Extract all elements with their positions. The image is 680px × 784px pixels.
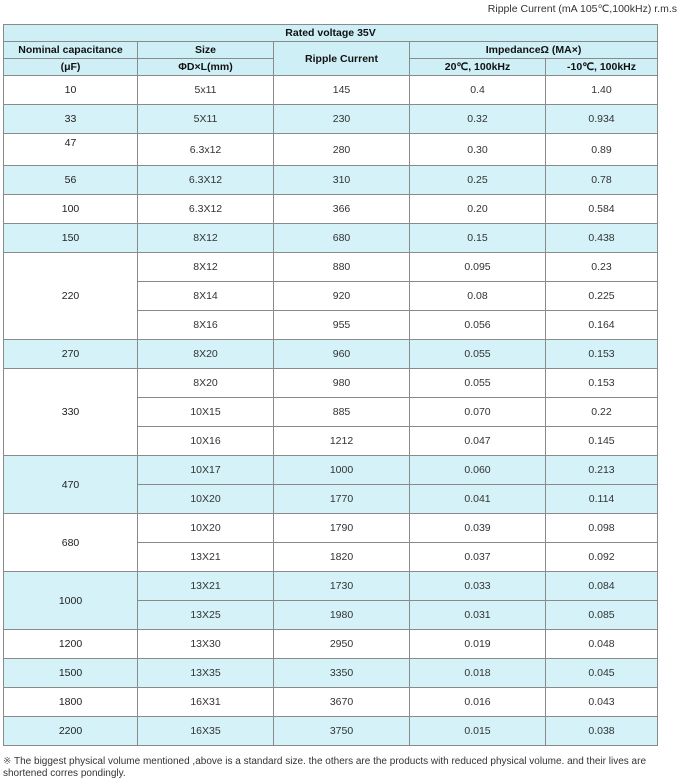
impedance-20c-cell: 0.019 [410,630,546,659]
impedance-minus10c-cell: 0.098 [546,514,658,543]
capacitance-cell: 33 [4,105,138,134]
size-cell: 8X12 [138,253,274,282]
size-cell: 10X16 [138,427,274,456]
ripple-cell: 920 [274,282,410,311]
size-cell: 5X11 [138,105,274,134]
ripple-cell: 145 [274,76,410,105]
ripple-cell: 980 [274,369,410,398]
impedance-header: ImpedanceΩ (MA×) [410,42,658,59]
ripple-cell: 1730 [274,572,410,601]
table-row [4,340,658,369]
impedance-minus10c-cell: 0.23 [546,253,658,282]
impedance-20c-cell: 0.4 [410,76,546,105]
ripple-cell: 680 [274,224,410,253]
impedance-minus10c-cell: 0.22 [546,398,658,427]
impedance-minus10c-cell: 0.164 [546,311,658,340]
table-row [4,717,658,746]
size-cell: 13X30 [138,630,274,659]
impedance-minus10c-cell: 0.048 [546,630,658,659]
ripple-cell: 1820 [274,543,410,572]
impedance-20c-cell: 0.15 [410,224,546,253]
impedance-20c-cell: 0.056 [410,311,546,340]
impedance-minus10c-cell: 0.085 [546,601,658,630]
impedance-minus10c-cell: 1.40 [546,76,658,105]
table-row [4,630,658,659]
table-row [4,105,658,134]
impedance-20c-cell: 0.08 [410,282,546,311]
impedance-20c-cell: 0.055 [410,340,546,369]
impedance-minus10c-cell: 0.038 [546,717,658,746]
ripple-cell: 3670 [274,688,410,717]
size-cell: 13X21 [138,543,274,572]
ripple-cell: 280 [274,134,410,166]
ripple-cell: 1790 [274,514,410,543]
ripple-cell: 880 [274,253,410,282]
capacitance-cell: 330 [4,369,138,456]
rated-voltage-header: Rated voltage 35V [4,25,658,42]
impedance-20c-cell: 0.039 [410,514,546,543]
impedance-20c-cell: 0.037 [410,543,546,572]
table-row [4,659,658,688]
ripple-cell: 2950 [274,630,410,659]
impedance-20c-cell: 0.033 [410,572,546,601]
size-cell: 10X15 [138,398,274,427]
impedance-20c-cell: 0.018 [410,659,546,688]
ripple-cell: 310 [274,166,410,195]
table-row [4,134,658,166]
impedance-20c-cell: 0.031 [410,601,546,630]
impedance-20c-cell: 0.32 [410,105,546,134]
size-cell: 5x11 [138,76,274,105]
capacitance-cell: 56 [4,166,138,195]
footnote-mark: ※ [3,756,12,767]
table-row [4,688,658,717]
ripple-cell: 1212 [274,427,410,456]
impedance-minus10c-cell: 0.114 [546,485,658,514]
impedance-20c-cell: 0.047 [410,427,546,456]
ripple-cell: 1770 [274,485,410,514]
impedance-20c-cell: 0.30 [410,134,546,166]
size-cell: 6.3X12 [138,166,274,195]
impedance-minus10c-cell: 0.043 [546,688,658,717]
impedance-minus10c-cell: 0.145 [546,427,658,456]
capacitance-cell: 47 [4,134,138,166]
table-row [4,572,658,601]
ripple-cell: 3350 [274,659,410,688]
impedance-20c-cell: 0.015 [410,717,546,746]
size-cell: 8X20 [138,369,274,398]
footnote [3,756,675,780]
ripple-current-note: Ripple Current (mA 105℃,100kHz) r.m.s [487,3,677,15]
impedance-20c-cell: 0.25 [410,166,546,195]
capacitance-cell: 470 [4,456,138,514]
ripple-cell: 960 [274,340,410,369]
size-cell: 6.3X12 [138,195,274,224]
size-cell: 13X35 [138,659,274,688]
capacitance-cell: 1200 [4,630,138,659]
impedance-20c-cell: 0.070 [410,398,546,427]
capacitance-cell: 1800 [4,688,138,717]
impedance-20c-cell: 0.041 [410,485,546,514]
capacitance-cell: 680 [4,514,138,572]
impedance-20c-cell: 0.060 [410,456,546,485]
impedance-20c-cell: 0.016 [410,688,546,717]
size-cell: 16X31 [138,688,274,717]
table-row [4,224,658,253]
size-cell: 10X20 [138,514,274,543]
ripple-current-header: Ripple Current [274,42,410,76]
size-cell: 10X17 [138,456,274,485]
table-row [4,253,658,282]
impedance-minus10c-cell: 0.213 [546,456,658,485]
capacitance-cell: 2200 [4,717,138,746]
impedance-20c-cell: 0.095 [410,253,546,282]
ripple-cell: 1980 [274,601,410,630]
impedance-minus10c-cell: 0.584 [546,195,658,224]
impedance-minus10c-cell: 0.78 [546,166,658,195]
table-row [4,456,658,485]
capacitance-cell: 1000 [4,572,138,630]
size-header: Size [138,42,274,59]
size-cell: 10X20 [138,485,274,514]
capacitance-cell: 1500 [4,659,138,688]
ripple-cell: 955 [274,311,410,340]
capacitance-cell: 150 [4,224,138,253]
size-cell: 16X35 [138,717,274,746]
impedance-20c-cell: 0.20 [410,195,546,224]
table-row [4,195,658,224]
impedance-minus10c-cell: 0.934 [546,105,658,134]
size-unit-header: ΦD×L(mm) [138,59,274,76]
impedance-minus10c-header: -10℃, 100kHz [546,59,658,76]
impedance-minus10c-cell: 0.092 [546,543,658,572]
impedance-20c-cell: 0.055 [410,369,546,398]
capacitance-cell: 10 [4,76,138,105]
capacitance-cell: 270 [4,340,138,369]
table-row [4,76,658,105]
impedance-20c-header: 20℃, 100kHz [410,59,546,76]
impedance-minus10c-cell: 0.89 [546,134,658,166]
impedance-minus10c-cell: 0.045 [546,659,658,688]
size-cell: 13X21 [138,572,274,601]
size-cell: 8X20 [138,340,274,369]
size-cell: 8X16 [138,311,274,340]
nominal-capacitance-header: Nominal capacitance [4,42,138,59]
impedance-minus10c-cell: 0.084 [546,572,658,601]
capacitance-unit-header: (μF) [4,59,138,76]
footnote-text: The biggest physical volume mentioned ,above is a standard size. the others are the products with reduced physical volume. and their lives are shortened corres pondingly. [3,756,647,779]
size-cell: 8X14 [138,282,274,311]
ripple-cell: 1000 [274,456,410,485]
table-row [4,514,658,543]
size-cell: 8X12 [138,224,274,253]
capacitance-cell: 220 [4,253,138,340]
ripple-cell: 230 [274,105,410,134]
ripple-cell: 3750 [274,717,410,746]
impedance-minus10c-cell: 0.438 [546,224,658,253]
impedance-minus10c-cell: 0.153 [546,369,658,398]
impedance-minus10c-cell: 0.153 [546,340,658,369]
table-row [4,166,658,195]
capacitance-cell: 100 [4,195,138,224]
impedance-minus10c-cell: 0.225 [546,282,658,311]
size-cell: 6.3x12 [138,134,274,166]
size-cell: 13X25 [138,601,274,630]
capacitor-spec-table [3,24,658,746]
ripple-cell: 366 [274,195,410,224]
ripple-cell: 885 [274,398,410,427]
table-row [4,369,658,398]
